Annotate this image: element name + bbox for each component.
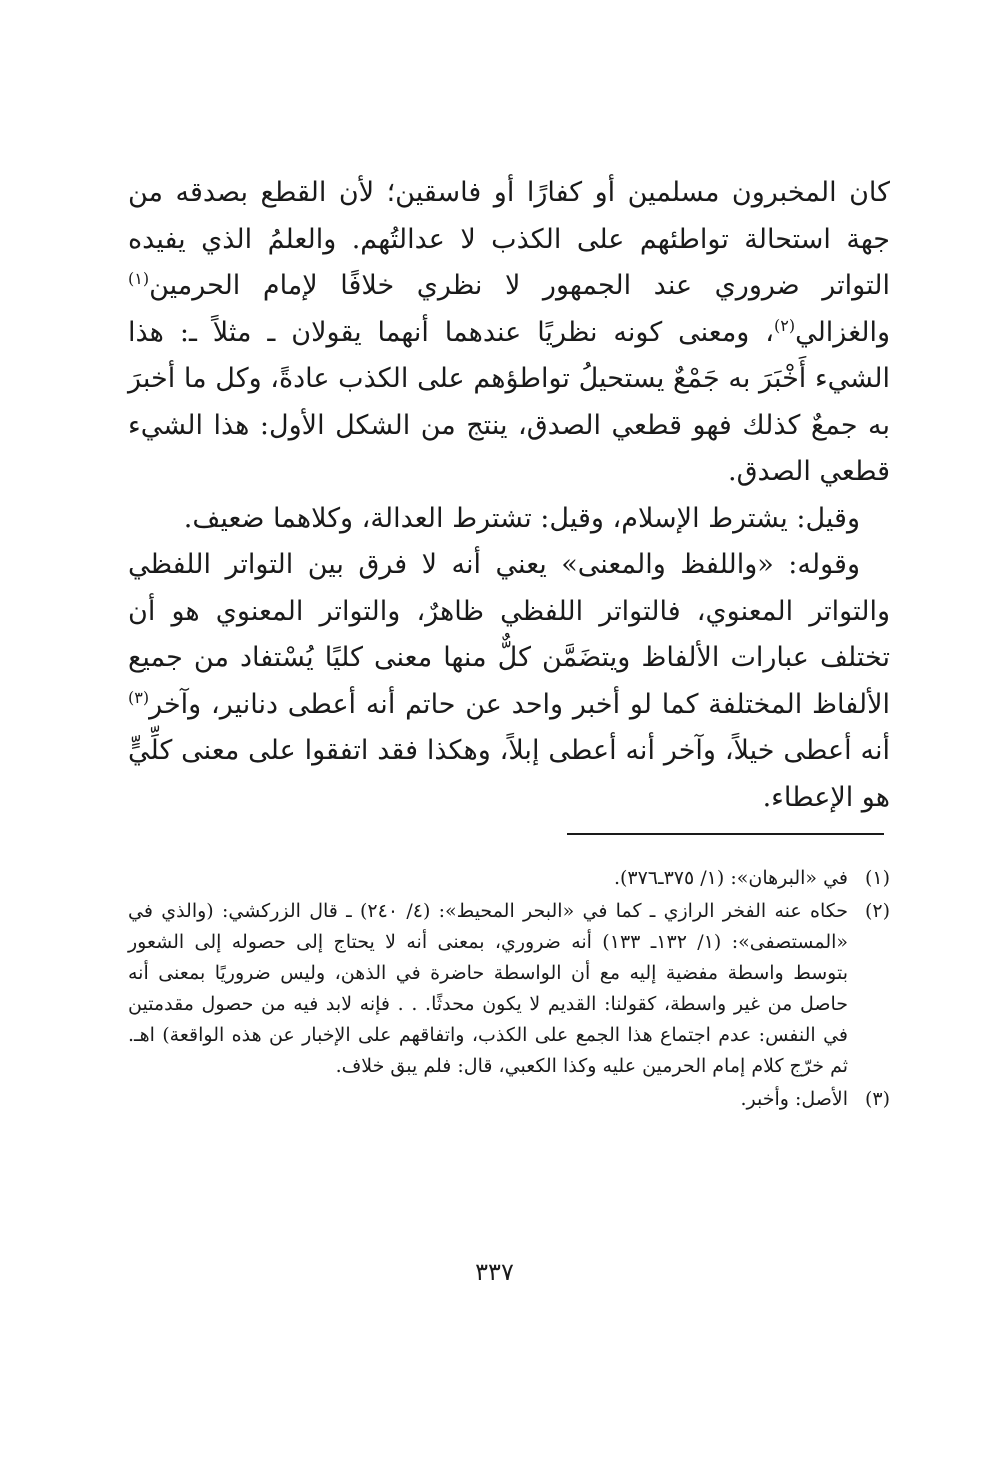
- footnote-number: (٣): [864, 1088, 890, 1110]
- footnote-number: (١): [864, 867, 890, 889]
- footnotes: [128, 863, 890, 1117]
- footnote-3: [128, 1084, 890, 1115]
- paragraph-text: وقيل: يشترط الإسلام، وقيل: تشترط العدالة، وكلاهما ضعيف.: [183, 502, 860, 534]
- footnote-text: حكاه عنه الفخر الرازي ـ كما في «البحر المحيط»: (٤/ ٢٤٠) ـ قال الزركشي: (والذي في «المستصفى»: (١/ ١٣٢ـ ١٣٣) أنه ضروري، بمعنى أنه لا يحتاج إلى حصوله إلى الشعور بتوسط واسطة مفضية إليه مع أن الواسطة حاضرة في الذهن، وليس ضروريًا بمعنى أنه حاصل من غير واسطة، كقولنا: القديم لا يكون محدثًا. . . فإنه لابد فيه من حصول مقدمتين في النفس: عدم اجتماع هذا الجمع على الكذب، واتفاقهم على الإخبار عن هذه الواقعة) اهـ. ثم خرّج كلام إمام الحرمين عليه وكذا الكعبي، قال: فلم يبق خلاف.: [128, 900, 849, 1077]
- paragraph-2: [128, 496, 890, 543]
- main-text: [128, 170, 890, 821]
- footnote-text: الأصل: وأخبر.: [740, 1088, 848, 1110]
- footnote-number: (٢): [864, 900, 890, 922]
- paragraph-text: والغزالي: [795, 316, 890, 348]
- paragraph-3: [128, 542, 890, 821]
- paragraph-text: كان المخبرون مسلمين أو كفارًا أو فاسقين؛ لأن القطع بصدقه من جهة استحالة تواطئهم على الكذب لا عدالتُهم. والعلمُ الذي يفيده التواتر ضروري عند الجمهور لا نظري خلافًا لإمام الحرمين: [128, 177, 890, 301]
- footnote-2: [128, 896, 890, 1082]
- footnote-separator: [567, 833, 884, 835]
- paragraph-text: أنه أعطى خيلاً، وآخر أنه أعطى إبلاً، وهكذا فقد اتفقوا على معنى كلِّيٍّ هو الإعطاء.: [128, 735, 890, 813]
- footnote-ref-2[interactable]: (٢): [773, 315, 796, 335]
- paragraph-text: وقوله: «واللفظ والمعنى» يعني أنه لا فرق بين التواتر اللفظي والتواتر المعنوي، فالتواتر اللفظي ظاهرٌ، والتواتر المعنوي هو أن تختلف عبارات الألفاظ ويتضَمَّن كلٌّ منها معنى كليًا يُسْتفاد من جميع الألفاظ المختلفة كما لو أخبر واحد عن حاتم أنه أعطى دنانير، وآخر: [128, 549, 890, 720]
- paragraph-1: [128, 170, 890, 496]
- footnote-ref-3[interactable]: (٣): [128, 687, 150, 707]
- footnote-1: [128, 863, 890, 894]
- paragraph-text: ، ومعنى كونه نظريًا عندهما أنهما يقولان ـ مثلاً ـ: هذا الشيء أَخْبَرَ به جَمْعٌ يستحيلُ تواطؤهم على الكذب عادةً، وكل ما أخبرَ به جمعٌ كذلك فهو قطعي الصدق، ينتج من الشكل الأول: هذا الشيء قطعي الصدق.: [128, 316, 890, 487]
- footnote-text: في «البرهان»: (١/ ٣٧٥ـ٣٧٦).: [613, 867, 848, 889]
- page-number: ٣٣٧: [475, 1258, 514, 1286]
- footnote-ref-1[interactable]: (١): [128, 269, 150, 288]
